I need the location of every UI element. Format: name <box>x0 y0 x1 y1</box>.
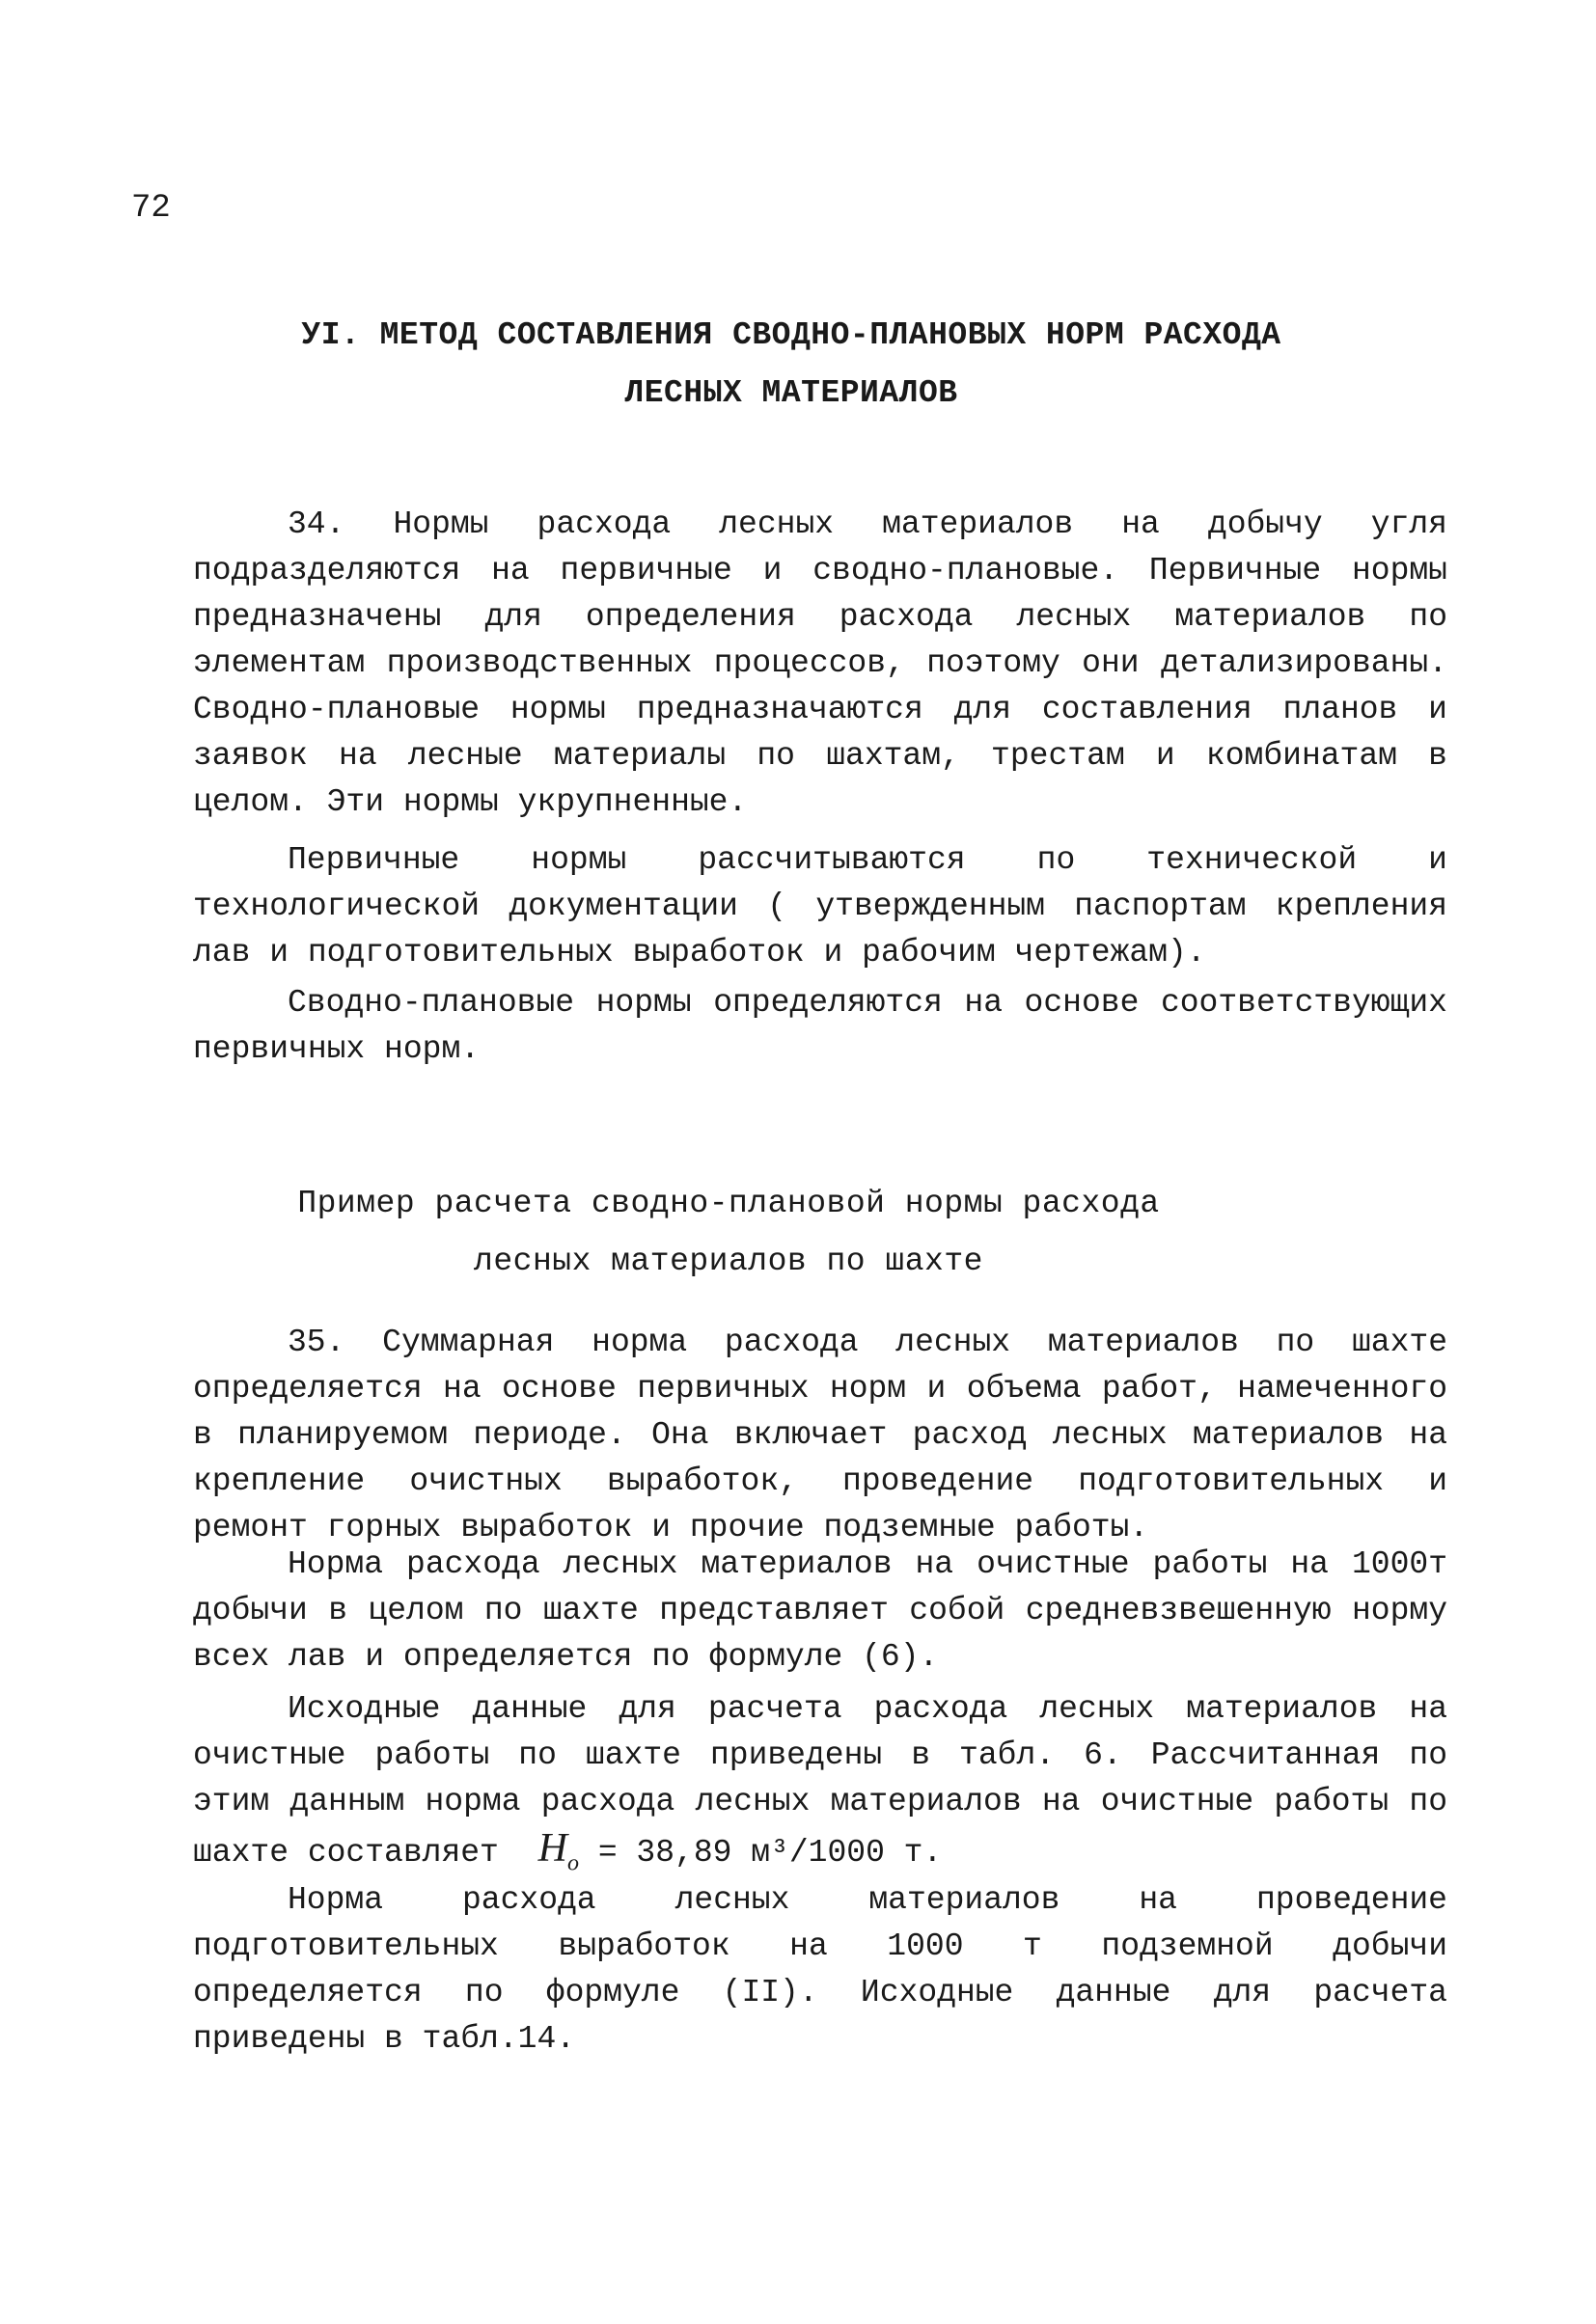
section-heading-line-2: ЛЕСНЫХ МАТЕРИАЛОВ <box>624 375 958 411</box>
section-heading <box>193 307 1390 423</box>
source-data-text: Исходные данные для расчета расхода лесных материалов на очистные работы по шахте приведены в табл. 6. Рассчитанная по этим данным норма расхода лесных материалов на очистные работы по шахте составляет <box>193 1691 1447 1871</box>
paragraph-source-data <box>193 1686 1447 1886</box>
paragraph-34: 34. Нормы расхода лесных материалов на добычу угля подразделяются на первичные и сводно-плановые. Первичные нормы предназначены для определения расхода лесных материалов по элементам производственных процессов, поэтому они детализированы. Сводно-плановые нормы предназначаются для составления планов и заявок на лесные материалы по шахтам, трестам и комбинатам в целом. Эти нормы укрупненные. <box>193 506 1447 820</box>
paragraph-summary-norms: Сводно-плановые нормы определяются на основе соответствующих первичных норм. <box>193 985 1447 1067</box>
section-heading-line-1: УI. МЕТОД СОСТАВЛЕНИЯ СВОДНО-ПЛАНОВЫХ НОРМ РАСХОДА <box>301 317 1281 353</box>
norm-value: = 38,89 м³/1000 т. <box>597 1835 943 1871</box>
paragraph-35: 35. Суммарная норма расхода лесных материалов по шахте определяется на основе первичных норм и объема работ, намеченного в планируемом периоде. Она включает расход лесных материалов на крепление очистных выработок, проведение подготовительных и ремонт горных выработок и прочие подземные работы. <box>193 1325 1447 1545</box>
norm-symbol: $Н_о$ <box>537 1826 580 1876</box>
paragraph-primary-norms: Первичные нормы рассчитываются по технической и технологической документации ( утвержденным паспортам крепления лав и подготовительных выработок и рабочим чертежам). <box>193 842 1447 971</box>
paragraph-cleaning-norm: Норма расхода лесных материалов на очистные работы на 1000т добычи в целом по шахте представляет собой средневзвешенную норму всех лав и определяется по формуле (6). <box>193 1546 1447 1675</box>
paragraph-preparatory-norm: Норма расхода лесных материалов на проведение подготовительных выработок на 1000 т подземной добычи определяется по формуле (II). Исходные данные для расчета приведены в табл.14. <box>193 1882 1447 2057</box>
example-heading-line-1: Пример расчета сводно-плановой нормы расхода <box>297 1186 1160 1221</box>
example-heading-line-2: лесных материалов по шахте <box>474 1244 983 1279</box>
example-heading <box>193 1175 1264 1291</box>
page-number: 72 <box>131 190 171 227</box>
